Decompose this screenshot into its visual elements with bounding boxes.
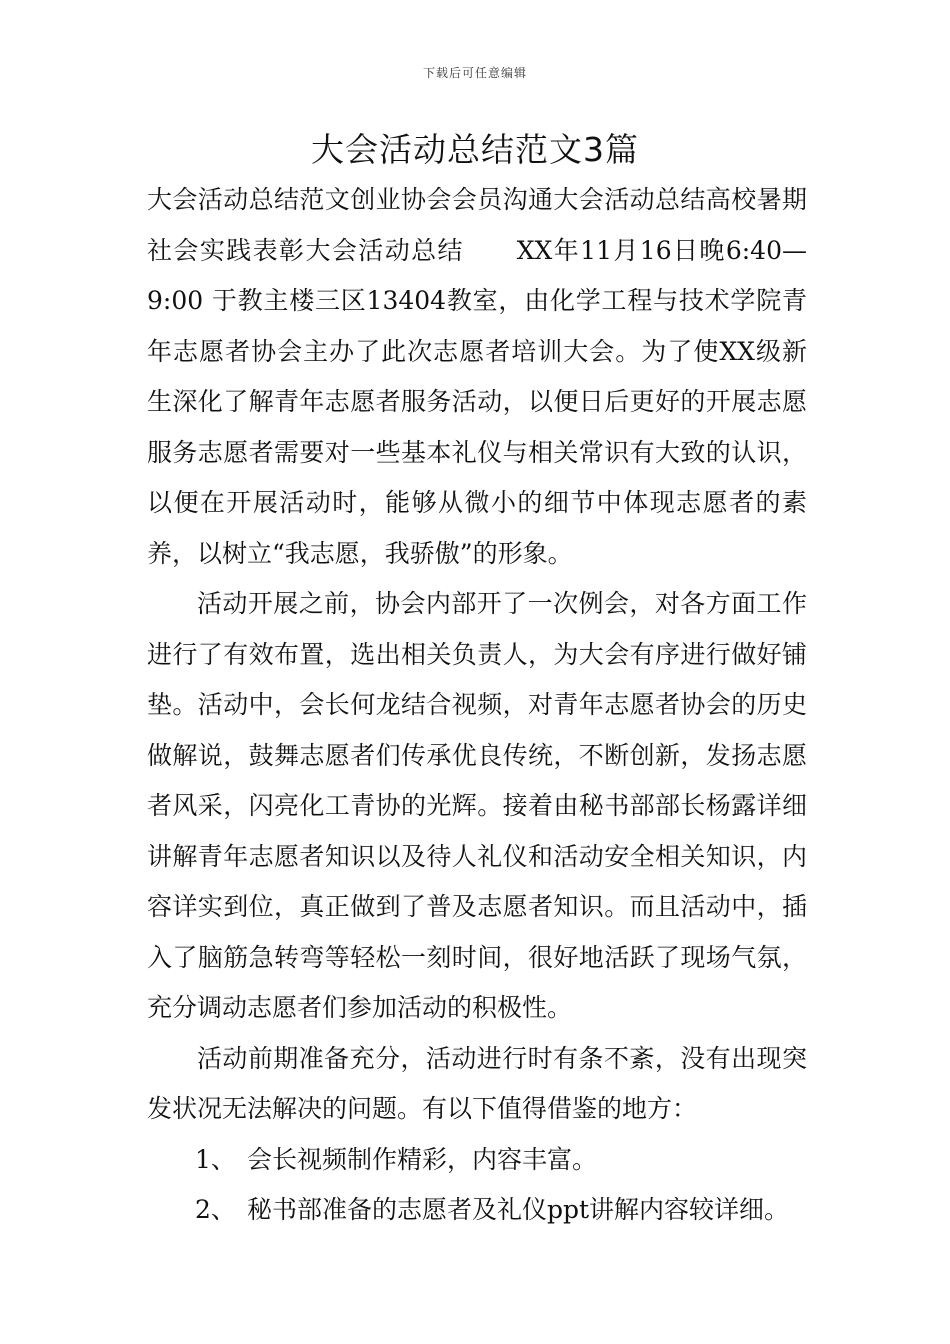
page-header-note: 下载后可任意编辑 — [422, 66, 527, 80]
list-item — [147, 1185, 807, 1236]
list-item-text: 会长视频制作精彩，内容丰富。 — [247, 1144, 598, 1174]
list-item-number: 2、 — [195, 1195, 236, 1224]
list-item-text: 秘书部准备的志愿者及礼仪ppt讲解内容较详细。 — [247, 1195, 790, 1224]
list-item — [147, 1135, 807, 1186]
document-body — [147, 175, 807, 1236]
document-title: 大会活动总结范文3篇 — [311, 130, 639, 169]
paragraph-preparation: 活动前期准备充分，活动进行时有条不紊，没有出现突发状况无法解决的问题。有以下值得借鉴的地方： — [147, 1043, 807, 1123]
paragraph-intro: 大会活动总结范文创业协会会员沟通大会活动总结高校暑期社会实践表彰大会活动总结 XX年11月16日晚6:40—9:00 于教主楼三区13404教室，由化学工程与技术学院青年志愿者协会主办了此次志愿者培训大会。为了使XX级新生深化了解青年志愿者服务活动，以便日后更好的开展志愿服务志愿者需要对一些基本礼仪与相关常识有大致的认识，以便在开展活动时，能够从微小的细节中体现志愿者的素养，以树立“我志愿，我骄傲”的形象。 — [147, 185, 807, 568]
list-item-number: 1、 — [195, 1144, 236, 1174]
paragraph-activity: 活动开展之前，协会内部开了一次例会，对各方面工作进行了有效布置，选出相关负责人，为大会有序进行做好铺垫。活动中，会长何龙结合视频，对青年志愿者协会的历史做解说，鼓舞志愿者们传承优良传统，不断创新，发扬志愿者风采，闪亮化工青协的光辉。接着由秘书部部长杨露详细讲解青年志愿者知识以及待人礼仪和活动安全相关知识，内容详实到位，真正做到了普及志愿者知识。而且活动中，插入了脑筋急转弯等轻松一刻时间，很好地活跃了现场气氛，充分调动志愿者们参加活动的积极性。 — [147, 589, 807, 1022]
